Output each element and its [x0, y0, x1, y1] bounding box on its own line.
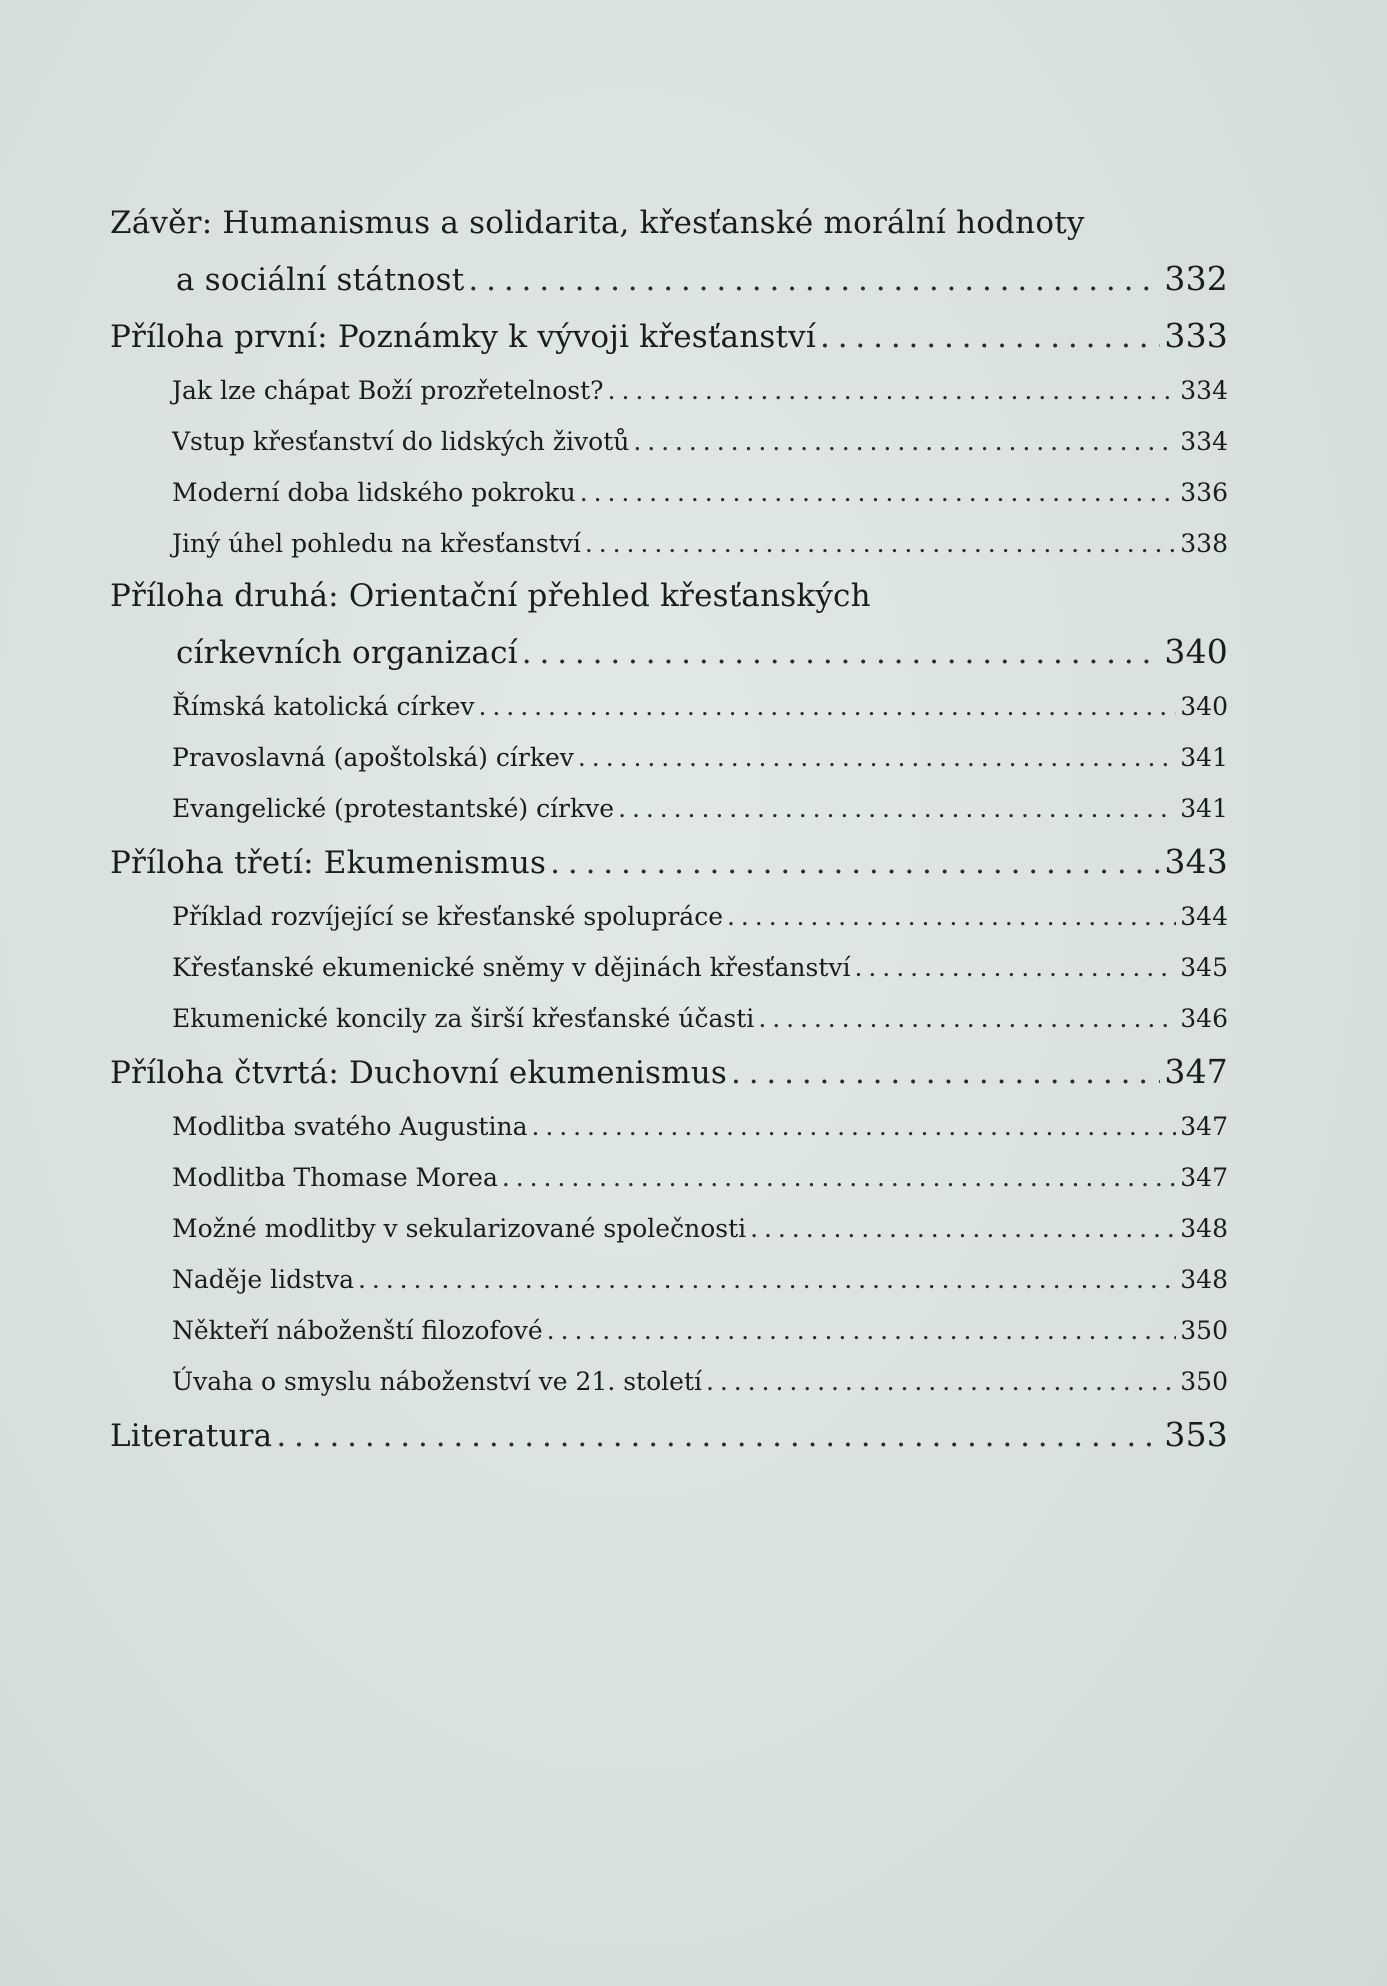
toc-entry-literatura: [110, 1407, 1228, 1464]
toc-entry-title: Naděje lidstva: [172, 1265, 354, 1294]
toc-subentry: [110, 518, 1228, 569]
toc-entry-title: církevních organizací: [176, 635, 518, 671]
dot-leader: [502, 1152, 1176, 1203]
toc-subentry: [110, 732, 1228, 783]
toc-entry-title: Možné modlitby v sekularizované společnosti: [172, 1214, 747, 1243]
toc-entry-priloha-treti: [110, 834, 1228, 891]
toc-subentry: [110, 365, 1228, 416]
toc-entry-page: 344: [1180, 902, 1228, 931]
toc-subentry: [110, 1101, 1228, 1152]
toc-entry-title: Příloha čtvrtá: Duchovní ekumenismus: [110, 1055, 728, 1091]
toc-subentry: [110, 993, 1228, 1044]
toc-entry-title: Úvaha o smyslu náboženství ve 21. století: [172, 1367, 702, 1396]
toc-entry-page: 340: [1164, 632, 1228, 671]
dot-leader: [276, 1409, 1160, 1464]
toc-entry-title-line1: Závěr: Humanismus a solidarita, křesťanské morální hodnoty: [110, 205, 1085, 241]
dot-leader: [758, 993, 1176, 1044]
toc-entry-title: Modlitba Thomase Morea: [172, 1163, 498, 1192]
dot-leader: [547, 1305, 1177, 1356]
toc-entry-title: Modlitba svatého Augustina: [172, 1112, 528, 1141]
toc-entry-page: 345: [1180, 953, 1228, 982]
toc-entry-page: 340: [1180, 692, 1228, 721]
dot-leader: [468, 253, 1160, 308]
toc-subentry: [110, 891, 1228, 942]
dot-leader: [633, 416, 1176, 467]
dot-leader: [522, 626, 1161, 681]
toc-entry-title: Moderní doba lidského pokroku: [172, 478, 576, 507]
toc-entry-title: Římská katolická církev: [172, 692, 475, 721]
dot-leader: [618, 783, 1176, 834]
toc-entry-page: 334: [1180, 376, 1228, 405]
toc-subentry: [110, 467, 1228, 518]
dot-leader: [578, 732, 1176, 783]
toc-entry-title: Jiný úhel pohledu na křesťanství: [172, 529, 581, 558]
toc-entry-priloha-druha: [110, 569, 1228, 681]
dot-leader: [855, 942, 1177, 993]
toc-entry-page: 348: [1180, 1265, 1228, 1294]
dot-leader: [358, 1254, 1176, 1305]
dot-leader: [531, 1101, 1176, 1152]
toc-entry-page: 338: [1180, 529, 1228, 558]
toc-subentry: [110, 1152, 1228, 1203]
toc-entry-page: 336: [1180, 478, 1228, 507]
toc-entry-title: Příloha první: Poznámky k vývoji křesťanství: [110, 319, 816, 355]
toc-entry-page: 347: [1164, 1052, 1228, 1091]
dot-leader: [608, 365, 1177, 416]
toc-subentry: [110, 1203, 1228, 1254]
toc-entry-title: Křesťanské ekumenické sněmy v dějinách křesťanství: [172, 953, 851, 982]
toc-entry-title-line1: Příloha druhá: Orientační přehled křesťanských: [110, 578, 871, 614]
toc-entry-page: 353: [1164, 1415, 1228, 1454]
toc-entry-title: Evangelické (protestantské) církve: [172, 794, 615, 823]
toc-entry-page: 348: [1180, 1214, 1228, 1243]
dot-leader: [585, 518, 1176, 569]
dot-leader: [580, 467, 1177, 518]
toc-entry-page: 347: [1180, 1112, 1228, 1141]
toc-subentry: [110, 942, 1228, 993]
toc-entry-title: Příloha třetí: Ekumenismus: [110, 845, 547, 881]
toc-subentry: [110, 416, 1228, 467]
toc-entry-title: Jak lze chápat Boží prozřetelnost?: [172, 376, 604, 405]
toc-entry-title: a sociální státnost: [176, 262, 465, 298]
toc-subentry: [110, 681, 1228, 732]
toc-entry-page: 350: [1180, 1316, 1228, 1345]
toc-entry-title: Příklad rozvíjející se křesťanské spolupráce: [172, 902, 724, 931]
toc-entry-page: 341: [1180, 743, 1228, 772]
toc-entry-page: 332: [1164, 259, 1228, 298]
toc-entry-title: Pravoslavná (apoštolská) církev: [172, 743, 574, 772]
toc-entry-title: Vstup křesťanství do lidských životů: [172, 427, 630, 456]
toc-entry-page: 347: [1180, 1163, 1228, 1192]
toc-subentry: [110, 1356, 1228, 1407]
dot-leader: [727, 891, 1176, 942]
dot-leader: [550, 836, 1160, 891]
toc-entry-page: 333: [1164, 316, 1228, 355]
dot-leader: [479, 681, 1177, 732]
toc-entry-priloha-ctvrta: [110, 1044, 1228, 1101]
toc-entry-title: Literatura: [110, 1418, 273, 1454]
toc-entry-title: Někteří náboženští filozofové: [172, 1316, 543, 1345]
toc-subentry: [110, 1254, 1228, 1305]
toc-entry-page: 343: [1164, 842, 1228, 881]
table-of-contents: [110, 196, 1228, 1464]
toc-entry-page: 346: [1180, 1004, 1228, 1033]
toc-subentry: [110, 783, 1228, 834]
dot-leader: [820, 310, 1160, 365]
dot-leader: [731, 1046, 1160, 1101]
toc-entry-page: 350: [1180, 1367, 1228, 1396]
toc-subentry: [110, 1305, 1228, 1356]
toc-entry-page: 341: [1180, 794, 1228, 823]
dot-leader: [706, 1356, 1176, 1407]
toc-entry-title: Ekumenické koncily za širší křesťanské účasti: [172, 1004, 755, 1033]
toc-entry-page: 334: [1180, 427, 1228, 456]
toc-entry-zaver: [110, 196, 1228, 308]
dot-leader: [750, 1203, 1176, 1254]
toc-entry-priloha-prvni: [110, 308, 1228, 365]
